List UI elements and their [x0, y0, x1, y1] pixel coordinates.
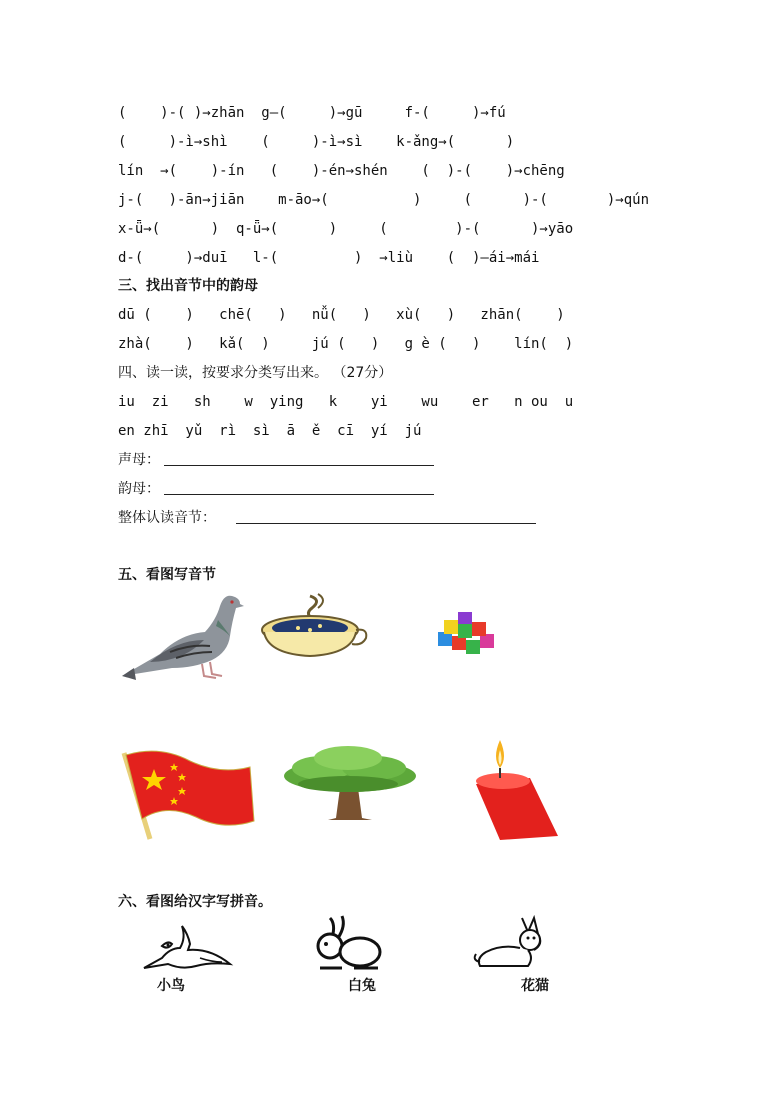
section6-title: 六、看图给汉字写拼音。 [118, 894, 272, 910]
finals-answer-line[interactable] [164, 494, 434, 495]
initials-answer-line[interactable] [164, 465, 434, 466]
exercise-row-5: x-ǖ→( ) q-ǖ→( ) ( )-( )→yāo [118, 221, 574, 237]
blocks-picture [436, 612, 498, 656]
rabbit-picture [312, 914, 384, 972]
tree-picture [282, 742, 418, 822]
section3-title: 三、找出音节中的韵母 [118, 278, 258, 294]
syllables-row-2: en zhī yǔ rì sì ā ě cī yí jú [118, 423, 422, 439]
exercise-row-3: lín →( )-ín ( )-én→shén ( )-( )→chēng [118, 163, 565, 179]
section5-title: 五、看图写音节 [118, 567, 216, 583]
teacup-picture [258, 592, 370, 662]
whole-syllables-answer-line[interactable] [236, 523, 536, 524]
caption-bird: 小鸟 [157, 978, 185, 994]
pigeon-picture [120, 590, 245, 682]
exercise-row-6: d-( )→duī l-( ) →liù ( )—ái→mái [118, 250, 540, 266]
exercise-row-2: ( )-ì→shì ( )-ì→sì k-ǎng→( ) [118, 134, 515, 150]
syllables-row-1: iu zi sh w ying k yi wu er n ou u [118, 394, 574, 410]
flag-picture [120, 745, 256, 840]
finals-label: 韵母： [118, 481, 160, 497]
caption-cat: 花猫 [521, 978, 549, 994]
candle-picture [470, 738, 560, 842]
cat-picture [472, 914, 546, 972]
section4-title: 四、读一读，按要求分类写出来。 （27分） [118, 365, 393, 381]
bird-picture [140, 918, 235, 973]
initials-label: 声母： [118, 452, 160, 468]
finals-row-1: dū ( ) chē( ) nǚ( ) xù( ) zhān( ) [118, 307, 565, 323]
whole-syllables-label: 整体认读音节： [118, 510, 216, 526]
caption-rabbit: 白兔 [348, 978, 376, 994]
exercise-row-4: j-( )-ān→jiān m-āo→( ) ( )-( )→qún [118, 192, 650, 208]
finals-row-2: zhà( ) kǎ( ) jú ( ) g è ( ) lín( ) [118, 336, 574, 352]
exercise-row-1: ( )-( )→zhān g—( )→gū f-( )→fú [118, 105, 506, 121]
